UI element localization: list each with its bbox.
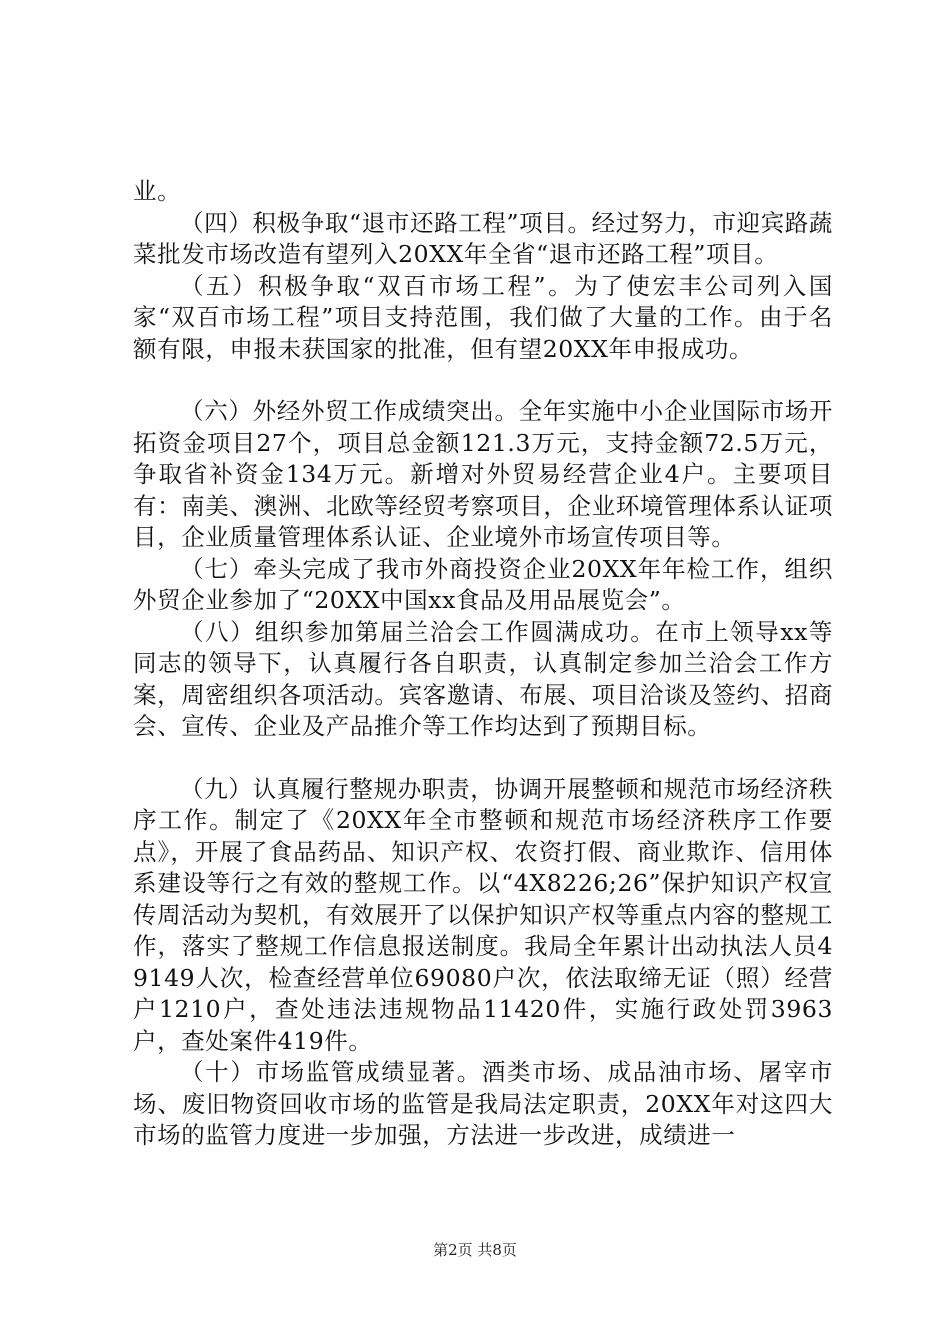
paragraph-item-8: （八）组织参加第届兰洽会工作圆满成功。在市上领导xx等同志的领导下，认真履行各自职责，认真制定参加兰洽会工作方案，周密组织各项活动。宾客邀请、布展、项目洽谈及签约、招商会、宣传、企业及产品推介等工作均达到了预期目标。: [133, 617, 833, 740]
page-number-footer: 第2页 共8页: [433, 1241, 517, 1259]
paragraph-item-9: （九）认真履行整规办职责，协调开展整顿和规范市场经济秩序工作。制定了《20XX年全市整顿和规范市场经济秩序工作要点》，开展了食品药品、知识产权、农资打假、商业欺诈、信用体系建设等行之有效的整规工作。以“4X8226;26”保护知识产权宣传周活动为契机，有效展开了以保护知识产权等重点内容的整规工作，落实了整规工作信息报送制度。我局全年累计出动执法人员49149人次，检查经营单位69080户次，依法取缔无证（照）经营户1210户，查处违法违规物品11420件，实施行政处罚3963户，查处案件419件。: [133, 774, 833, 1055]
paragraph-item-6: （六）外经外贸工作成绩突出。全年实施中小企业国际市场开拓资金项目27个，项目总金额121.3万元，支持金额72.5万元，争取省补资金134万元。新增对外贸易经营企业4户。主要项目有：南美、澳洲、北欧等经贸考察项目，企业环境管理体系认证项目，企业质量管理体系认证、企业境外市场宣传项目等。: [133, 397, 833, 551]
document-body: [133, 176, 833, 1152]
paragraph-item-4: （四）积极争取“退市还路工程”项目。经过努力，市迎宾路蔬菜批发市场改造有望列入20XX年全省“退市还路工程”项目。: [133, 208, 833, 268]
paragraph-item-5: （五）积极争取“双百市场工程”。为了使宏丰公司列入国家“双百市场工程”项目支持范围，我们做了大量的工作。由于名额有限，申报未获国家的批准，但有望20XX年申报成功。: [133, 271, 833, 363]
paragraph-item-10: （十）市场监管成绩显著。酒类市场、成品油市场、屠宰市场、废旧物资回收市场的监管是我局法定职责，20XX年对这四大市场的监管力度进一步加强，方法进一步改进，成绩进一: [133, 1058, 833, 1149]
paragraph-continuation: 业。: [133, 177, 182, 205]
paragraph-item-7: （七）牵头完成了我市外商投资企业20XX年年检工作，组织外贸企业参加了“20XX中国xx食品及用品展览会”。: [133, 554, 833, 614]
